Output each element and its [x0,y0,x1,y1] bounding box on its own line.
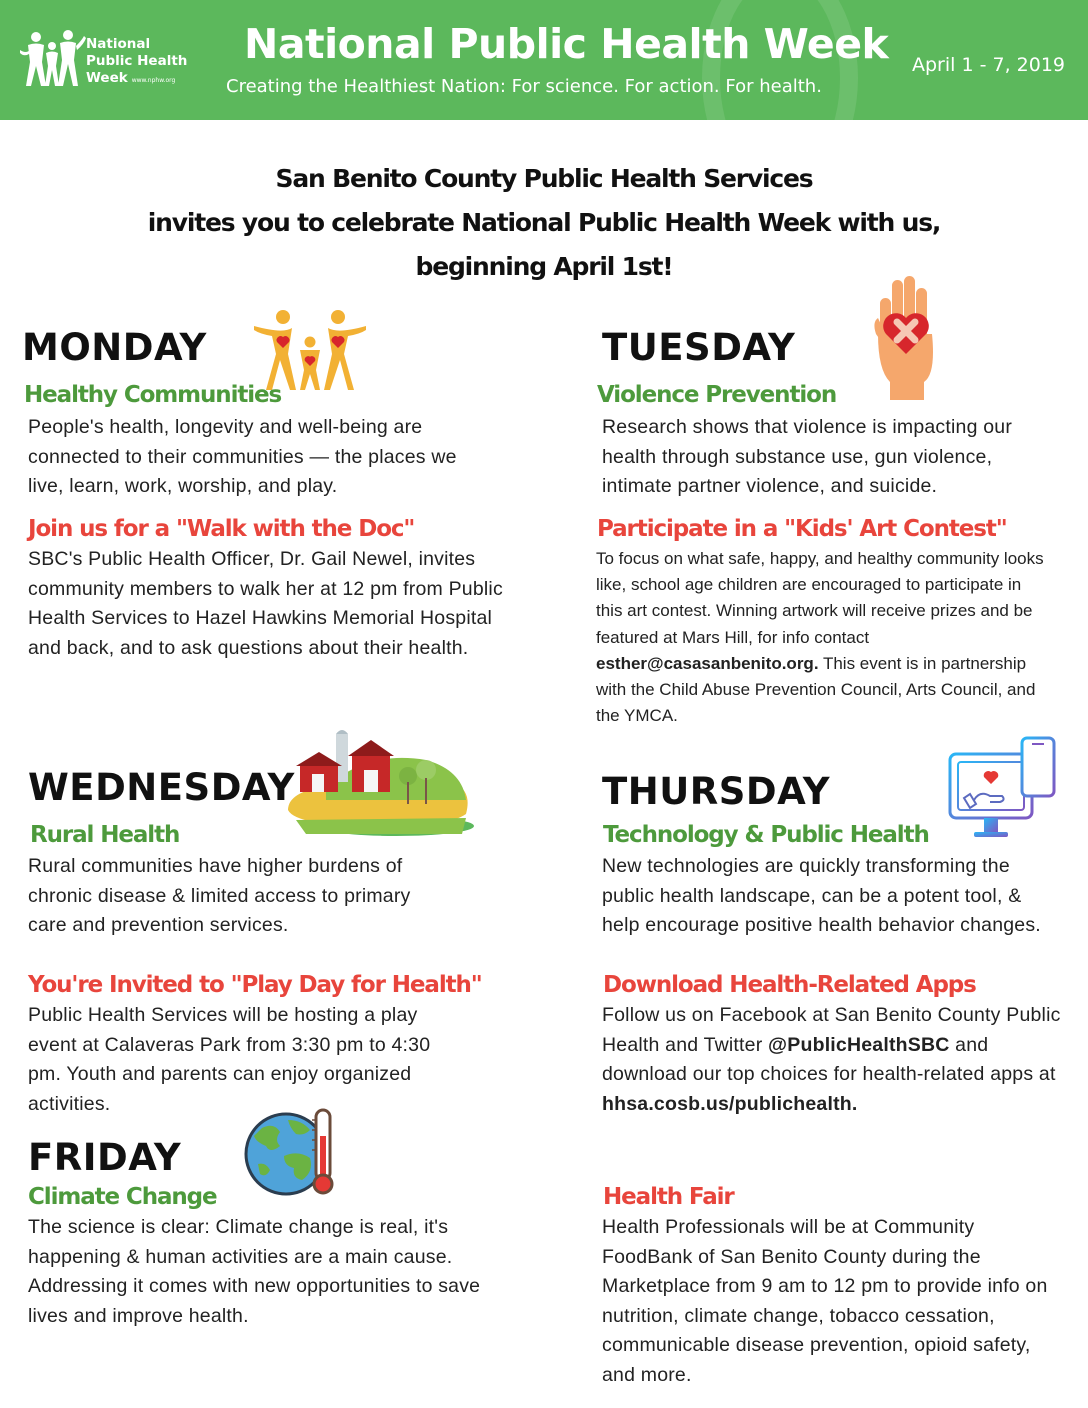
farm-icon [286,730,476,838]
thursday-event-text-1: Follow us on Facebook at San Benito County Public Health and Twitter [602,1004,1061,1056]
thursday-event-title: Download Health-Related Apps [603,972,976,998]
friday-theme: Climate Change [28,1184,217,1210]
logo-line-3: Week [86,70,128,86]
website-link[interactable]: hhsa.cosb.us/publichealth. [602,1092,858,1115]
earth-thermometer-icon [244,1106,340,1198]
thursday-heading: THURSDAY [602,770,830,813]
hand-heart-icon [870,274,942,400]
wednesday-event-text: Public Health Services will be hosting a play event at Calaveras Park from 3:30 pm to 4:30 pm. Youth and parents can enjoy organized activities. [28,1004,431,1115]
friday-theme-text: The science is clear: Climate change is real, it's happening & human activities are a main cause. Addressing it comes with new opportunities to save lives and improve health. [28,1216,481,1327]
tuesday-event-text-after: This event is in partnership with the Child Abuse Prevention Council, Arts Council, and the YMCA. [596,653,1036,726]
thursday-theme: Technology & Public Health [603,822,929,848]
monday-theme: Healthy Communities [24,382,282,408]
friday-event-title: Health Fair [603,1184,734,1210]
banner-dates: April 1 - 7, 2019 [912,54,1066,76]
logo-url[interactable]: www.nphw.org [131,77,176,84]
logo-line-1: National [86,36,151,52]
tuesday-theme-text: Research shows that violence is impacting our health through substance use, gun violence, intimate partner violence, and suicide. [602,416,1013,497]
thursday-theme-text: New technologies are quickly transforming the public health landscape, can be a potent tool, & help encourage positive health behavior changes. [602,855,1041,936]
tuesday-theme: Violence Prevention [597,382,837,408]
monday-event-text: SBC's Public Health Officer, Dr. Gail Newel, invites community members to walk her at 12 pm from Public Health Services to Hazel Hawkins Memorial Hospital and back, and to ask questions about their health. [28,548,503,659]
logo-text [86,36,187,89]
monday-theme-text: People's health, longevity and well-being are connected to their communities — the places we live, learn, work, worship, and play. [28,416,457,497]
tuesday-event-email[interactable]: esther@casasanbenito.org. [596,653,819,673]
computer-phone-icon [946,734,1060,844]
intro-line-3: beginning April 1st! [415,252,673,281]
intro-line-2: invites you to celebrate National Public Health Week with us, [147,208,941,237]
intro-line-1: San Benito County Public Health Services [275,164,813,193]
wednesday-heading: WEDNESDAY [28,766,295,809]
tuesday-heading: TUESDAY [602,326,796,369]
thursday-event-text [602,1001,1064,1119]
monday-heading: MONDAY [22,326,207,369]
tuesday-event-title: Participate in a "Kids' Art Contest" [597,516,1007,542]
wednesday-theme: Rural Health [30,822,180,848]
banner-subtitle: Creating the Healthiest Nation: For science. For action. For health. [226,76,822,97]
wednesday-event-title: You're Invited to "Play Day for Health" [28,972,482,998]
friday-heading: FRIDAY [28,1136,182,1179]
monday-event-title: Join us for a "Walk with the Doc" [28,516,415,542]
tuesday-event-text [596,546,1046,729]
twitter-handle-link[interactable]: @PublicHealthSBC [768,1033,950,1056]
banner-title: National Public Health Week [244,20,889,68]
friday-event-text: Health Professionals will be at Community FoodBank of San Benito County during the Marketplace from 9 am to 12 pm to provide info on nutrition, climate change, tobacco cessation, communicable disease prevention, opioid safety, and more. [602,1216,1048,1386]
thursday-event-text-2: and download our top choices for health-related apps at [602,1033,1056,1085]
header-banner [0,0,1088,120]
wednesday-theme-text: Rural communities have higher burdens of chronic disease & limited access to primary care and prevention services. [28,855,411,936]
tuesday-event-text-before: To focus on what safe, happy, and healthy community looks like, school age children are encouraged to participate in this art contest. Winning artwork will receive prizes and be featured at Mars Hill, for info contact [596,549,1044,647]
logo-line-2: Public Health [86,53,188,69]
